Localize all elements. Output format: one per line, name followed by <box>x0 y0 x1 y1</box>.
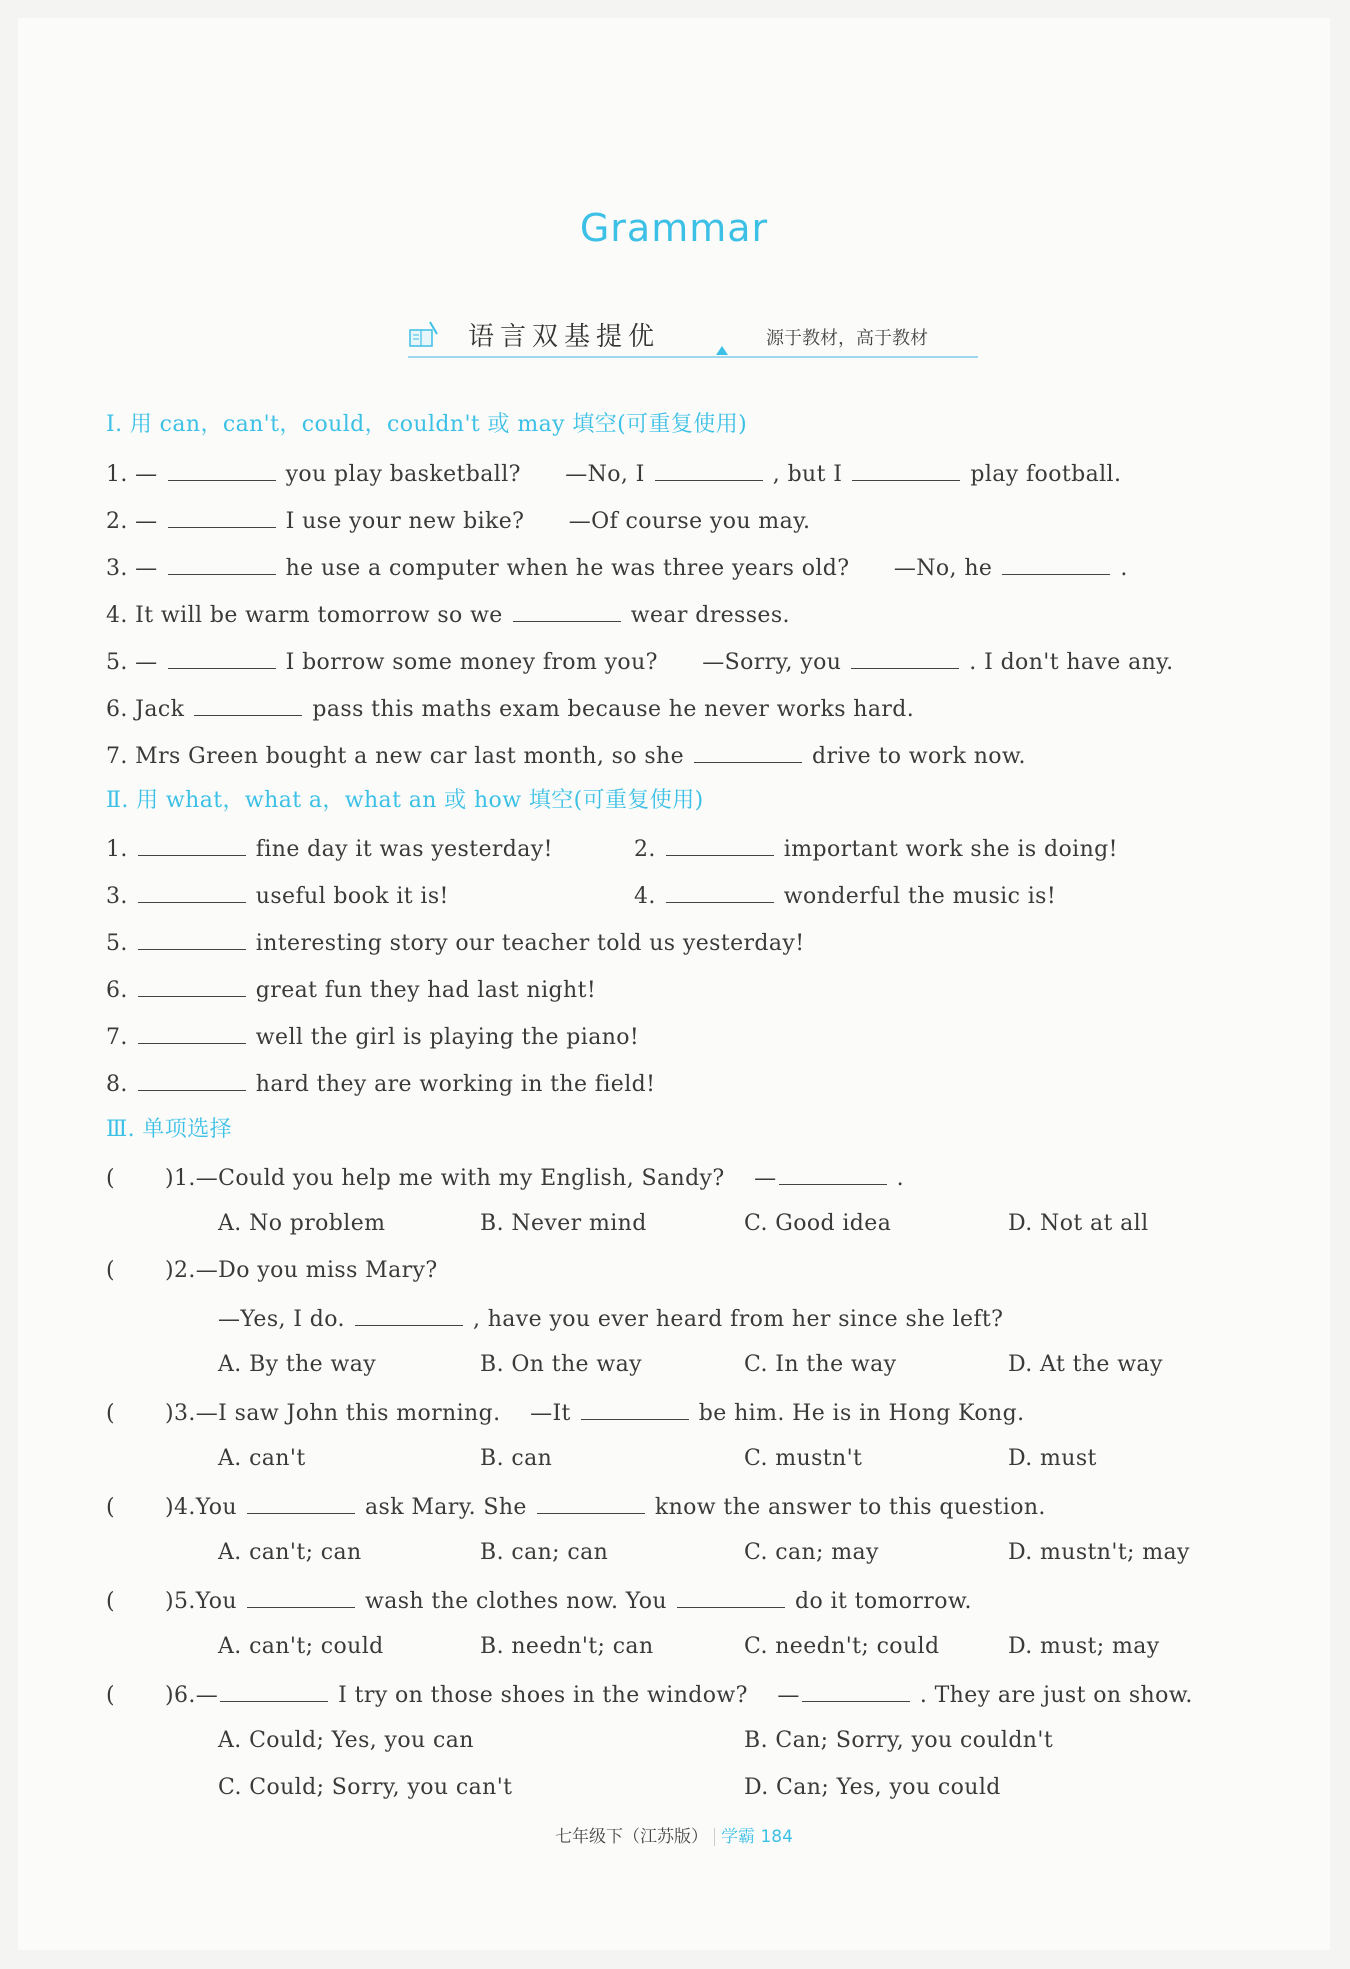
s3-q4-option-a[interactable]: A. can't; can <box>218 1540 362 1565</box>
s2-q3-number: 3. <box>106 884 128 909</box>
section-2-heading: Ⅱ. 用 what，what a，what an 或 how 填空(可重复使用) <box>106 788 704 813</box>
answer-blank[interactable] <box>802 1679 910 1702</box>
s3-q6-reply: — <box>777 1683 800 1708</box>
s1-q3-text-b: he use a computer when he was three years old? <box>285 556 850 581</box>
s1-q3-text-c: —No, he <box>893 556 993 581</box>
s3-q1-option-a[interactable]: A. No problem <box>218 1211 386 1236</box>
answer-blank[interactable] <box>537 1491 645 1514</box>
s2-question-3 <box>106 880 449 912</box>
s2-q2-text: important work she is doing! <box>783 837 1118 862</box>
s3-q6-option-a[interactable]: A. Could; Yes, you can <box>218 1728 474 1753</box>
s3-question-1 <box>106 1162 904 1194</box>
answer-blank[interactable] <box>138 880 246 903</box>
s2-q7-text: well the girl is playing the piano! <box>255 1025 640 1050</box>
answer-paren[interactable]: ( <box>106 1166 115 1191</box>
s1-q2-text-c: —Of course you may. <box>568 509 811 534</box>
answer-blank[interactable] <box>581 1397 689 1420</box>
s3-q6-stem: I try on those shoes in the window? <box>338 1683 748 1708</box>
s3-q2-option-c[interactable]: C. In the way <box>744 1352 897 1377</box>
answer-blank[interactable] <box>168 505 276 528</box>
s3-q3-option-a[interactable]: A. can't <box>218 1446 306 1471</box>
answer-blank[interactable] <box>138 974 246 997</box>
s3-question-4 <box>106 1491 1046 1523</box>
s1-question-7 <box>106 740 1026 772</box>
answer-paren[interactable]: ( <box>106 1589 115 1614</box>
s3-q2-reply-end: , have you ever heard from her since she left? <box>472 1307 1004 1332</box>
s2-q8-text: hard they are working in the field! <box>255 1072 656 1097</box>
s3-q2-reply: —Yes, I do. <box>218 1307 345 1332</box>
s2-q2-number: 2. <box>634 837 656 862</box>
answer-blank[interactable] <box>247 1491 355 1514</box>
answer-blank[interactable] <box>666 833 774 856</box>
s3-q4-stem-c: know the answer to this question. <box>654 1495 1046 1520</box>
s2-q6-text: great fun they had last night! <box>255 978 597 1003</box>
answer-blank[interactable] <box>355 1303 463 1326</box>
s2-question-6 <box>106 974 596 1006</box>
s3-q5-option-a[interactable]: A. can't; could <box>218 1634 384 1659</box>
s1-q3-text-d: . <box>1120 556 1128 581</box>
answer-blank[interactable] <box>666 880 774 903</box>
s3-q4-option-d[interactable]: D. mustn't; may <box>1008 1540 1190 1565</box>
s1-q1-text-d: , but I <box>772 462 843 487</box>
answer-blank[interactable] <box>852 458 960 481</box>
s2-q4-text: wonderful the music is! <box>783 884 1057 909</box>
s1-question-5 <box>106 646 1173 678</box>
s3-q1-number: )1. <box>164 1166 196 1191</box>
s1-q4-text-a: 4. It will be warm tomorrow so we <box>106 603 503 628</box>
s3-q1-stem: —Could you help me with my English, Sandy? <box>195 1166 725 1191</box>
answer-blank[interactable] <box>168 646 276 669</box>
answer-blank[interactable] <box>138 1021 246 1044</box>
answer-paren[interactable]: ( <box>106 1258 115 1283</box>
s1-q5-text-c: —Sorry, you <box>702 650 842 675</box>
s2-q8-number: 8. <box>106 1072 128 1097</box>
s2-q1-text: fine day it was yesterday! <box>255 837 553 862</box>
s3-q6-dash: — <box>195 1683 219 1708</box>
s3-q1-option-b[interactable]: B. Never mind <box>480 1211 647 1236</box>
section-3-heading: Ⅲ. 单项选择 <box>106 1117 233 1142</box>
s3-question-2-reply <box>218 1303 1003 1335</box>
s1-q1-text-e: play football. <box>970 462 1122 487</box>
s3-q1-end: . <box>896 1166 904 1191</box>
banner-subtitle: 源于教材，高于教材 <box>766 328 928 349</box>
s3-question-2 <box>106 1256 438 1286</box>
banner-triangle-icon <box>716 346 728 355</box>
s3-q6-option-b[interactable]: B. Can; Sorry, you couldn't <box>744 1728 1054 1753</box>
s3-q6-option-c[interactable]: C. Could; Sorry, you can't <box>218 1775 513 1800</box>
footer-grade: 七年级下（江苏版） <box>555 1827 709 1847</box>
s1-q7-text-a: 7. Mrs Green bought a new car last month, so she <box>106 744 685 769</box>
s3-q2-number: )2. <box>164 1258 196 1283</box>
s1-question-1 <box>106 458 1121 490</box>
s3-q6-option-d[interactable]: D. Can; Yes, you could <box>744 1775 1001 1800</box>
page-footer <box>18 1822 1330 1847</box>
answer-blank[interactable] <box>194 693 302 716</box>
s1-q5-text-d: . I don't have any. <box>969 650 1174 675</box>
banner-title: 语言双基提优 <box>468 322 661 352</box>
s1-q1-text-b: you play basketball? <box>285 462 521 487</box>
s3-q3-reply: —It <box>530 1401 571 1426</box>
s3-question-3 <box>106 1397 1024 1429</box>
s1-question-3 <box>106 552 1128 584</box>
s3-q1-reply: — <box>754 1166 777 1191</box>
answer-blank[interactable] <box>779 1162 887 1185</box>
s2-q4-number: 4. <box>634 884 656 909</box>
s3-q6-number: )6. <box>164 1683 196 1708</box>
s3-q4-option-b[interactable]: B. can; can <box>480 1540 609 1565</box>
s3-q3-option-b[interactable]: B. can <box>480 1446 553 1471</box>
s1-q6-text-a: 6. Jack <box>106 697 185 722</box>
answer-blank[interactable] <box>1002 552 1110 575</box>
s3-question-6 <box>106 1679 1193 1711</box>
s3-q2-stem: —Do you miss Mary? <box>195 1258 438 1283</box>
s3-q2-option-b[interactable]: B. On the way <box>480 1352 642 1377</box>
s2-question-5 <box>106 927 804 959</box>
s3-q1-option-d[interactable]: D. Not at all <box>1008 1211 1149 1236</box>
answer-blank[interactable] <box>694 740 802 763</box>
s1-question-6 <box>106 693 914 725</box>
footer-brand: 学霸 <box>721 1827 756 1847</box>
answer-blank[interactable] <box>247 1585 355 1608</box>
answer-blank[interactable] <box>138 1068 246 1091</box>
page-title: Grammar <box>579 206 769 250</box>
s3-q3-end: be him. He is in Hong Kong. <box>698 1401 1025 1426</box>
s1-q7-text-b: drive to work now. <box>812 744 1026 769</box>
s3-q5-option-b[interactable]: B. needn't; can <box>480 1634 654 1659</box>
s2-q7-number: 7. <box>106 1025 128 1050</box>
worksheet-page <box>18 18 1330 1950</box>
s1-q1-text-c: —No, I <box>565 462 645 487</box>
answer-blank[interactable] <box>168 552 276 575</box>
s1-question-4 <box>106 599 790 631</box>
s2-question-1 <box>106 833 553 865</box>
book-pen-icon <box>408 320 440 350</box>
s2-q5-number: 5. <box>106 931 128 956</box>
s2-q3-text: useful book it is! <box>255 884 449 909</box>
answer-paren[interactable]: ( <box>106 1683 115 1708</box>
answer-blank[interactable] <box>677 1585 785 1608</box>
section-1-heading: Ⅰ. 用 can，can't，could，couldn't 或 may 填空(可重复使用) <box>106 412 748 437</box>
answer-blank[interactable] <box>168 458 276 481</box>
s1-q2-text-a: 2. — <box>106 509 158 534</box>
s3-q5-stem-b: wash the clothes now. You <box>365 1589 667 1614</box>
answer-blank[interactable] <box>851 646 959 669</box>
s1-q2-text-b: I use your new bike? <box>285 509 525 534</box>
s3-q5-stem-a: You <box>195 1589 237 1614</box>
answer-blank[interactable] <box>220 1679 328 1702</box>
s1-q1-text-a: 1. — <box>106 462 158 487</box>
answer-paren[interactable]: ( <box>106 1401 115 1426</box>
s3-q3-option-d[interactable]: D. must <box>1008 1446 1097 1471</box>
answer-blank[interactable] <box>513 599 621 622</box>
s1-q4-text-b: wear dresses. <box>630 603 790 628</box>
s3-q2-option-a[interactable]: A. By the way <box>218 1352 377 1377</box>
answer-blank[interactable] <box>655 458 763 481</box>
s2-question-8 <box>106 1068 655 1100</box>
s2-question-7 <box>106 1021 639 1053</box>
s3-q4-option-c[interactable]: C. can; may <box>744 1540 879 1565</box>
s2-question-2 <box>634 833 1118 865</box>
s3-q4-number: )4. <box>164 1495 196 1520</box>
s3-q5-stem-c: do it tomorrow. <box>794 1589 972 1614</box>
s1-question-2 <box>106 505 810 537</box>
s3-q5-number: )5. <box>164 1589 196 1614</box>
s2-question-4 <box>634 880 1056 912</box>
s3-q5-option-c[interactable]: C. needn't; could <box>744 1634 940 1659</box>
section-banner <box>408 316 978 358</box>
s1-q3-text-a: 3. — <box>106 556 158 581</box>
s3-q1-option-c[interactable]: C. Good idea <box>744 1211 892 1236</box>
s2-q1-number: 1. <box>106 837 128 862</box>
s2-q6-number: 6. <box>106 978 128 1003</box>
answer-blank[interactable] <box>138 927 246 950</box>
answer-paren[interactable]: ( <box>106 1495 115 1520</box>
s3-q4-stem-a: You <box>195 1495 237 1520</box>
footer-page-number: 184 <box>760 1827 793 1847</box>
s3-q3-stem: —I saw John this morning. <box>195 1401 501 1426</box>
s3-q5-option-d[interactable]: D. must; may <box>1008 1634 1160 1659</box>
s1-q5-text-b: I borrow some money from you? <box>285 650 658 675</box>
s1-q5-text-a: 5. — <box>106 650 158 675</box>
s3-q3-number: )3. <box>164 1401 196 1426</box>
answer-blank[interactable] <box>138 833 246 856</box>
s3-q4-stem-b: ask Mary. She <box>365 1495 527 1520</box>
s3-q6-end: . They are just on show. <box>919 1683 1193 1708</box>
footer-divider <box>714 1828 715 1846</box>
s3-question-5 <box>106 1585 972 1617</box>
s3-q2-option-d[interactable]: D. At the way <box>1008 1352 1163 1377</box>
s1-q6-text-b: pass this maths exam because he never works hard. <box>312 697 915 722</box>
s3-q3-option-c[interactable]: C. mustn't <box>744 1446 863 1471</box>
s2-q5-text: interesting story our teacher told us yesterday! <box>255 931 805 956</box>
